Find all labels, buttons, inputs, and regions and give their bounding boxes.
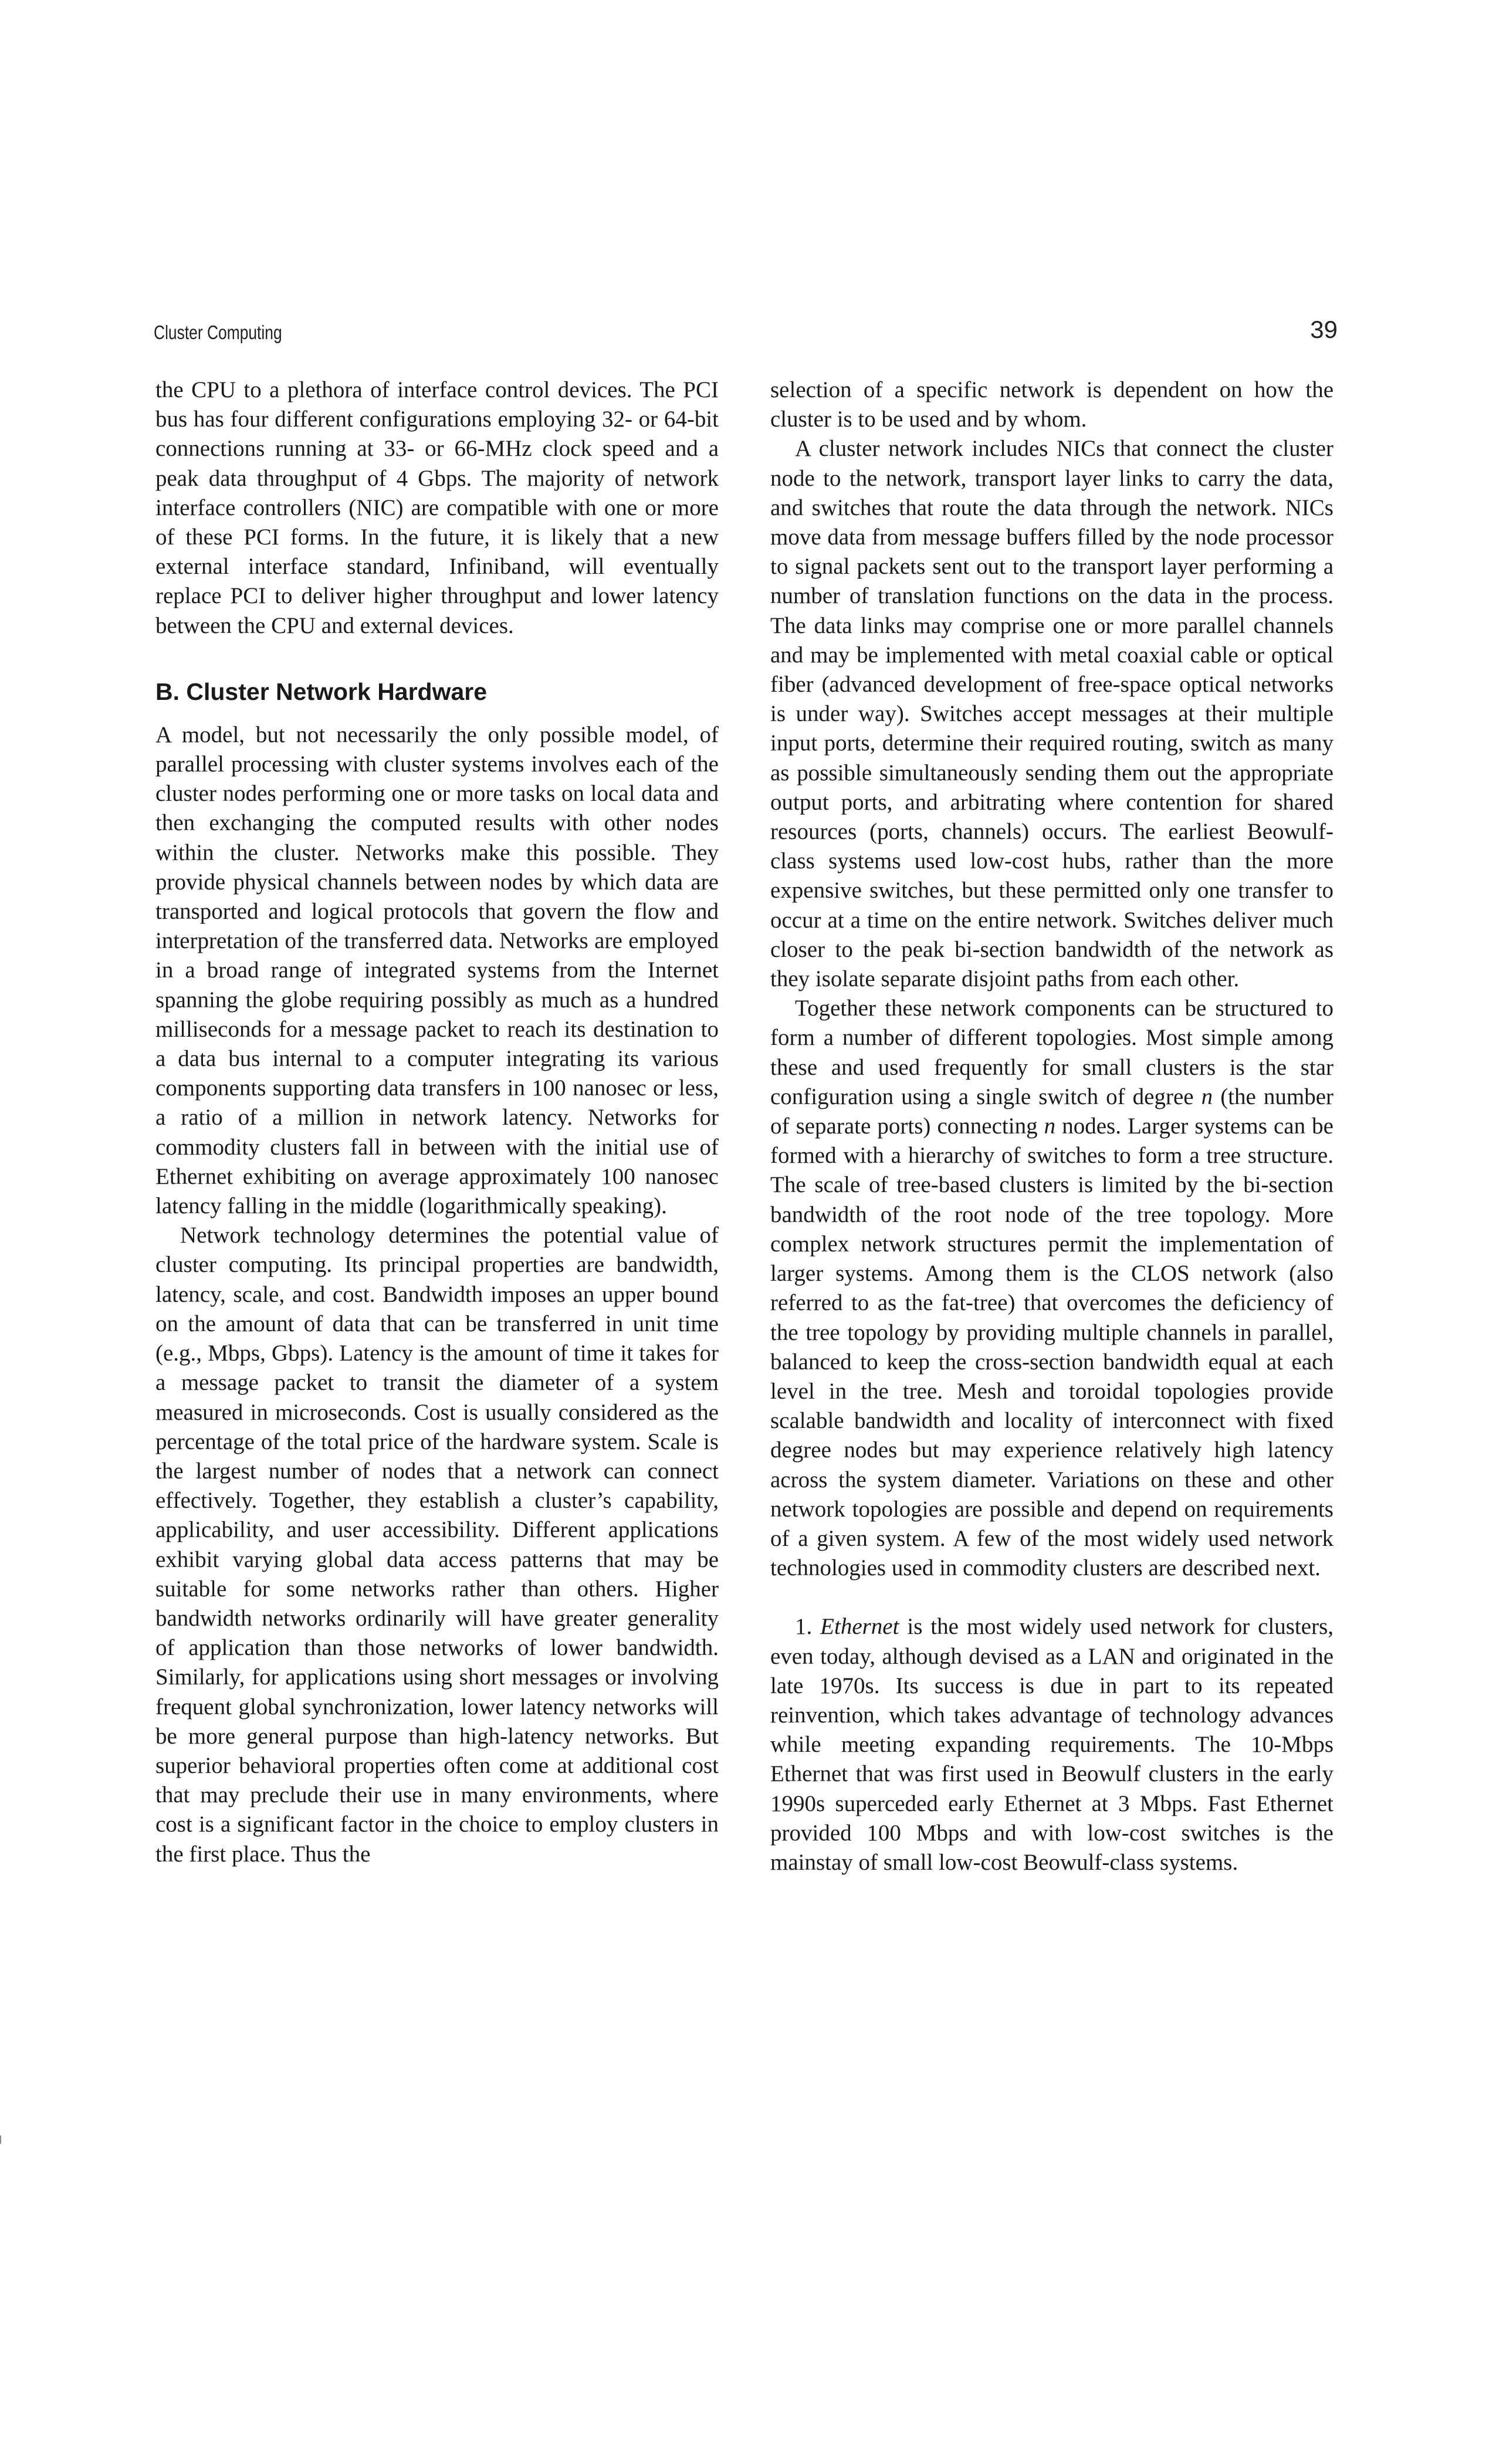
text-run: nodes. Larger systems can be formed with a hierarchy of switches to form a tree structure. The scale of tree-based clusters is limited by the bi-section bandwidth of the root node of the tree topology. More complex network structures permit the implementation of larger systems. Among them is the CLOS network (also referred to as the fat-tree) that overcomes the deficiency of the tree topology by providing multiple channels in parallel, balanced to keep the cross-section bandwidth equal at each level in the tree. Mesh and toroidal topologies provide scalable bandwidth and locality of interconnect with fixed degree nodes but may experience relatively high latency across the system diameter. Variations on these and other network topologies are possible and depend on requirements of a given system. A few of the most widely used network technologies used in commodity clusters are described next.: [770, 1113, 1333, 1581]
margin-mark: [0, 2135, 1, 2144]
paragraph: [770, 994, 1333, 1583]
paragraph: Network technology determines the potential value of cluster computing. Its principal properties are bandwidth, latency, scale, and cost. Bandwidth imposes an upper bound on the amount of data that can be transferred in unit time (e.g., Mbps, Gbps). Latency is the amount of time it takes for a message packet to transit the diameter of a system measured in microseconds. Cost is usually considered as the percentage of the total price of the hardware system. Scale is the largest number of nodes that a network can connect effectively. Together, they establish a cluster’s capability, applicability, and user accessibility. Different applications exhibit varying global data access patterns that may be suitable for some networks rather than others. Higher bandwidth networks ordinarily will have greater generality of application than those networks of lower bandwidth. Similarly, for applications using short messages or involving frequent global synchronization, lower latency networks will be more general purpose than high-latency networks. But superior behavioral properties often come at additional cost that may preclude their use in many environments, where cost is a significant factor in the choice to employ clusters in the first place. Thus the: [155, 1223, 719, 1867]
running-head-title: Cluster Computing: [154, 321, 282, 343]
list-item-text: is the most widely used network for clusters, even today, although devised as a LAN and originated in the late 1970s. Its success is due in part to its repeated reinvention, which takes advantage of technology advances while meeting expanding requirements. The 10-Mbps Ethernet that was first used in Beowulf clusters in the early 1990s superceded early Ethernet at 3 Mbps. Fast Ethernet provided 100 Mbps and with low-cost switches is the mainstay of small low-cost Beowulf-class systems.: [770, 1614, 1333, 1875]
paragraph: A model, but not necessarily the only possible model, of parallel processing with cluster systems involves each of the cluster nodes performing one or more tasks on local data and then exchanging the computed results with other nodes within the cluster. Networks make this possible. They provide physical channels between nodes by which data are transported and logical protocols that govern the flow and interpretation of the transferred data. Networks are employed in a broad range of integrated systems from the Internet spanning the globe requiring possibly as much as a hundred milliseconds for a message packet to reach its destination to a data bus internal to a computer integrating its various components supporting data transfers in 100 nanosec or less, a ratio of a million in network latency. Networks for commodity clusters fall in between with the initial use of Ethernet exhibiting on average approximately 100 nanosec latency falling in the middle (logarithmically speaking).: [155, 722, 719, 1219]
page-number: 39: [1310, 316, 1338, 343]
list-item-ethernet: [770, 1612, 1333, 1877]
paragraph: selection of a specific network is dependent on how the cluster is to be used and by whom.: [770, 377, 1333, 432]
section-heading: B. Cluster Network Hardware: [155, 678, 488, 705]
text-run: Together these network components can be structured to form a number of different topologies. Most simple among these and used frequently for small clusters is the star configuration using a single switch of degree: [770, 996, 1333, 1109]
list-item-term: Ethernet: [820, 1614, 899, 1640]
left-column: [155, 375, 719, 1869]
text-run: (the number of separate ports) connecting: [770, 1084, 1333, 1139]
right-column: [770, 375, 1333, 1877]
paragraph: A cluster network includes NICs that connect the cluster node to the network, transport layer links to carry the data, and switches that route the data through the network. NICs move data from message buffers filled by the node processor to signal packets sent out to the transport layer performing a number of translation functions on the data in the process. The data links may comprise one or more parallel channels and may be implemented with metal coaxial cable or optical fiber (advanced development of free-space optical networks is under way). Switches accept messages at their multiple input ports, determine their required routing, switch as many as possible simultaneously sending them out the appropriate output ports, and arbitrating where contention for shared resources (ports, channels) occurs. The earliest Beowulf-class systems used low-cost hubs, rather than the more expensive switches, but these permitted only one transfer to occur at a time on the entire network. Switches deliver much closer to the peak bi-section bandwidth of the network as they isolate separate disjoint paths from each other.: [770, 436, 1333, 992]
paragraph: the CPU to a plethora of interface control devices. The PCI bus has four different configurations employing 32- or 64-bit connections running at 33- or 66-MHz clock speed and a peak data throughput of 4 Gbps. The majority of network interface controllers (NIC) are compatible with one or more of these PCI forms. In the future, it is likely that a new external interface standard, Infiniband, will eventually replace PCI to deliver higher throughput and lower latency between the CPU and external devices.: [155, 377, 719, 638]
math-variable-n: n: [1044, 1113, 1056, 1139]
list-item-number: 1.: [795, 1614, 813, 1640]
math-variable-n: n: [1201, 1084, 1213, 1109]
